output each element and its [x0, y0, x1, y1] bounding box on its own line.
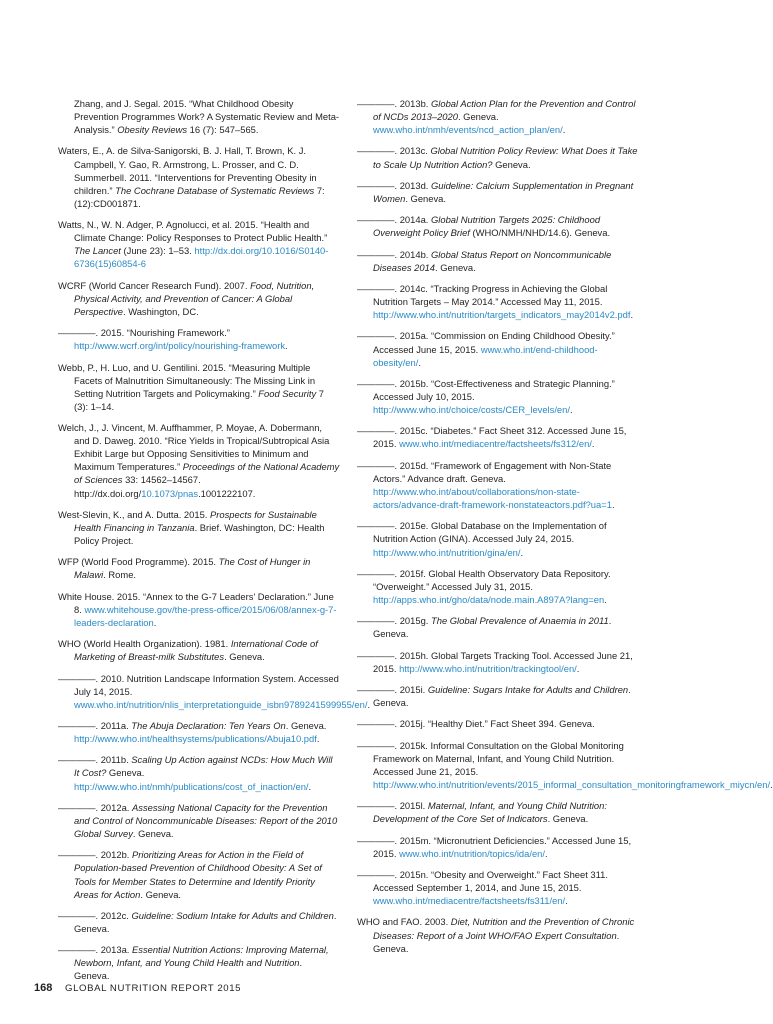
reference-link[interactable]: www.who.int/end-childhood-obesity/en/	[373, 343, 598, 368]
reference-column-right	[357, 97, 773, 963]
reference-text: .	[591, 438, 595, 450]
reference-text: ————. 2015c. “Diabetes.” Fact Sheet 312. Accessed June 15, 2015.	[357, 425, 627, 450]
reference-entry	[357, 282, 639, 321]
reference-text: .	[545, 847, 548, 859]
page-footer	[34, 982, 241, 994]
reference-entry	[58, 97, 340, 136]
reference-text: ————. 2015h. Global Targets Tracking Tool. Accessed June 21, 2015.	[357, 649, 633, 674]
reference-text: WHO and FAO. 2003.	[357, 916, 451, 928]
reference-link[interactable]: 10.1073/pnas	[141, 487, 199, 499]
reference-link[interactable]: http://www.who.int/nmh/publications/cost_of_inaction/en/	[74, 780, 309, 792]
reference-title: The Abuja Declaration: Ten Years On	[131, 720, 286, 731]
reference-text: . Geneva.	[435, 261, 476, 273]
reference-link[interactable]: www.who.int/nutrition/nlis_interpretationguide_isbn9789241599955/en/	[74, 698, 368, 710]
reference-text: ————. 2015e. Global Database on the Implementation of Nutrition Action (GINA). Accessed July 24, 2015.	[357, 520, 607, 545]
reference-entry	[357, 424, 639, 450]
reference-text: .	[285, 340, 288, 352]
reference-title: Guideline: Calcium Supplementation in Pregnant Women	[373, 179, 634, 204]
reference-entry	[357, 213, 639, 239]
reference-text: Welch, J., J. Vincent, M. Auffhammer, P. Moyae, A. Dobermann, and D. Daweg. 2010. “Rice Yields in Tropical/Subtropical Asia Exhibit Large but Opposing Sensitivities to Minimum and Maximum Temperatures.”	[58, 422, 330, 473]
reference-text: Geneva.	[106, 767, 145, 779]
reference-title: Global Status Report on Noncommunicable Diseases 2014	[373, 248, 612, 273]
reference-text: .	[316, 733, 320, 745]
reference-text: Watts, N., W. N. Adger, P. Agnolucci, et al. 2015. “Health and Climate Change: Policy Responses to Protect Public Health.”	[58, 219, 328, 244]
reference-text: . Geneva.	[373, 615, 612, 640]
reference-text: ————. 2011b.	[58, 754, 132, 766]
reference-entry	[357, 97, 639, 136]
reference-text: .	[604, 593, 607, 605]
reference-entry	[357, 377, 639, 416]
reference-title: Global Action Plan for the Prevention and Control of NCDs 2013–2020	[373, 98, 636, 123]
reference-title: Proceedings of the National Academy of Sciences	[74, 461, 340, 486]
reference-text: . Geneva.	[224, 651, 265, 663]
reference-entry	[357, 739, 773, 791]
reference-entry	[357, 329, 639, 368]
reference-title: Global Nutrition Policy Review: What Does it Take to Scale Up Nutrition Action?	[373, 145, 638, 170]
reference-text: .	[562, 124, 566, 136]
reference-text: WCRF (World Cancer Research Fund). 2007.	[58, 279, 251, 291]
report-title: GLOBAL NUTRITION REPORT 2015	[65, 983, 242, 994]
reference-title: Food, Nutrition, Physical Activity, and Prevention of Cancer: A Global Perspective	[74, 279, 315, 317]
reference-text: Zhang, and J. Segal. 2015. “What Childhood Obesity Prevention Programmes Work? A Systematic Review and Meta-Analysis.”	[74, 98, 340, 136]
reference-text: . Geneva.	[132, 828, 174, 840]
reference-text: ————. 2015j. “Healthy Diet.” Fact Sheet 394. Geneva.	[357, 718, 595, 730]
reference-text: ————. 2015g.	[357, 615, 431, 627]
reference-title: Guideline: Sodium Intake for Adults and Children	[131, 909, 334, 921]
reference-link[interactable]: http://www.wcrf.org/int/policy/nourishing-framework	[74, 340, 286, 352]
reference-entry	[58, 326, 340, 352]
reference-text: . Geneva.	[285, 720, 327, 731]
reference-entry	[357, 717, 639, 730]
reference-text: . Geneva.	[140, 888, 182, 900]
reference-title: Assessing National Capacity for the Prevention and Control of Noncommunicable Diseases: Report of the 2010 Global Survey	[74, 801, 338, 840]
reference-text: (June 23): 1–53.	[120, 245, 195, 257]
reference-entry	[58, 909, 340, 935]
reference-text: ————. 2014a.	[357, 214, 431, 226]
reference-title: Diet, Nutrition and the Prevention of Chronic Diseases: Report of a Joint WHO/FAO Expert Consultation	[373, 916, 635, 941]
reference-title: Scaling Up Action against NCDs: How Much Will It Cost?	[74, 754, 333, 779]
reference-title: Global Nutrition Targets 2025: Childhood Overweight Policy Brief	[373, 214, 601, 239]
reference-entry	[58, 279, 340, 318]
reference-title: Prospects for Sustainable Health Financing in Tanzania	[74, 508, 317, 533]
reference-link[interactable]: http://www.who.int/nutrition/gina/en/	[373, 546, 521, 558]
reference-entry	[357, 834, 639, 860]
reference-entry	[58, 848, 340, 900]
reference-text: .	[569, 404, 573, 416]
reference-text: . Geneva.	[457, 111, 499, 123]
reference-text: ————. 2015i.	[357, 684, 428, 695]
reference-text: ————. 2011a.	[58, 720, 132, 731]
reference-entry	[357, 519, 639, 558]
reference-text: 33: 14562–14567. http://dx.doi.org/	[74, 474, 201, 499]
reference-entry	[58, 508, 340, 547]
reference-text: .	[520, 546, 524, 558]
reference-column-left	[58, 97, 371, 991]
reference-text: ————. 2015f. Global Health Observatory Data Repository. “Overweight.” Accessed July 31, 2015.	[357, 567, 611, 592]
reference-text: .	[565, 895, 568, 907]
reference-text: ————. 2013d.	[357, 179, 431, 191]
reference-text: ————. 2012b.	[58, 849, 132, 861]
reference-text: WFP (World Food Programme). 2015.	[58, 556, 219, 568]
reference-title: International Code of Marketing of Breast-milk Substitutes	[74, 638, 318, 663]
reference-entry	[357, 614, 639, 640]
reference-entry	[58, 753, 340, 792]
reference-link[interactable]: http://www.who.int/choice/costs/CER_levels/en/	[373, 404, 570, 416]
reference-title: Guideline: Sugars Intake for Adults and Children	[427, 684, 629, 695]
reference-entry	[58, 590, 340, 629]
reference-text: ————. 2015k. Informal Consultation on the Global Monitoring Framework on Maternal, Infant, and Young Child Nutrition. Accessed June 21, 2015.	[357, 739, 624, 777]
reference-link[interactable]: www.whitehouse.gov/the-press-office/2015/06/08/annex-g-7-leaders-declaration	[74, 603, 337, 628]
reference-text: 7 (3): 1–14.	[74, 387, 324, 412]
reference-title: The Cochrane Database of Systematic Reviews	[115, 184, 315, 196]
reference-text: ————. 2013b.	[357, 98, 431, 109]
reference-text: ————. 2010. Nutrition Landscape Information System. Accessed July 14, 2015.	[58, 672, 339, 697]
reference-entry	[357, 868, 639, 907]
reference-entry	[357, 567, 639, 606]
reference-text: ————. 2013c.	[357, 145, 431, 157]
reference-text: ————. 2015a. “Commission on Ending Childhood Obesity.” Accessed June 15, 2015.	[357, 330, 615, 355]
reference-text: . Washington, DC.	[122, 305, 199, 317]
reference-entry	[357, 144, 639, 170]
reference-text: (WHO/NMH/NHD/14.6). Geneva.	[469, 227, 611, 239]
reference-text: . Geneva.	[547, 813, 589, 825]
reference-text: . Geneva.	[405, 192, 446, 204]
reference-text: ————. 2014b.	[357, 248, 431, 260]
reference-link[interactable]: www.who.int/mediacentre/factsheets/fs312/en/	[399, 438, 592, 450]
reference-text: ————. 2014c. “Tracking Progress in Achieving the Global Nutrition Targets – May 2014.” Accessed May 11, 2015.	[357, 282, 608, 308]
reference-text: . Rome.	[103, 569, 137, 581]
reference-text: .1001222107.	[198, 487, 256, 499]
reference-entry	[58, 719, 340, 745]
reference-entry	[58, 144, 340, 209]
reference-text: .	[367, 698, 371, 710]
reference-text: .	[770, 778, 773, 790]
reference-entry	[58, 943, 340, 982]
reference-entry	[357, 248, 639, 274]
reference-entry	[357, 459, 639, 511]
reference-text: . Geneva.	[373, 929, 620, 954]
reference-link[interactable]: www.who.int/mediacentre/factsheets/fs311/en/	[373, 895, 566, 907]
reference-text: .	[153, 616, 157, 628]
reference-text: ————. 2015l.	[357, 800, 428, 812]
reference-entry	[58, 801, 340, 840]
reference-title: The Global Prevalence of Anaemia in 2011	[431, 615, 609, 627]
reference-link[interactable]: http://www.who.int/about/collaborations/non-state-actors/advance-draft-framework-nonstateactors.pdf?ua=1	[373, 485, 612, 511]
reference-text: ————. 2012a.	[58, 801, 132, 813]
reference-text: .	[418, 356, 421, 368]
reference-text: 16 (7): 547–565.	[187, 124, 259, 136]
reference-entry	[357, 915, 639, 954]
reference-text: Webb, P., H. Luo, and U. Gentilini. 2015. “Measuring Multiple Facets of Malnutrition Simultaneously: The Missing Link in Setting Nutrition Targets and Policymaking.”	[58, 361, 316, 399]
reference-title: The Cost of Hunger in Malawi	[74, 556, 311, 581]
reference-text: West-Slevin, K., and A. Dutta. 2015.	[58, 508, 210, 520]
reference-title: The Lancet	[74, 245, 121, 257]
reference-entry	[58, 637, 340, 663]
reference-text: .	[611, 499, 615, 511]
reference-text: . Geneva.	[74, 909, 337, 934]
reference-text: ————. 2015b. “Cost-Effectiveness and Strategic Planning.” Accessed July 10, 2015.	[357, 377, 615, 402]
reference-entry	[357, 179, 639, 205]
reference-entry	[357, 683, 639, 709]
reference-title: Prioritizing Areas for Action in the Field of Population-based Prevention of Childhood Obesity: A Set of Tools for Member States to Determine and Identify Priority Areas for Action	[74, 849, 322, 900]
reference-entry	[357, 799, 639, 825]
reference-entry	[357, 649, 639, 675]
reference-text: ————. 2015n. “Obesity and Overweight.” Fact Sheet 311. Accessed September 1, 2014, and June 15, 2015.	[357, 868, 608, 894]
reference-link[interactable]: http://www.who.int/nutrition/trackingtool/en/	[399, 662, 577, 674]
reference-entry	[58, 218, 340, 270]
reference-link[interactable]: www.who.int/nmh/events/ncd_action_plan/en/	[373, 124, 563, 136]
reference-text: ————. 2015. “Nourishing Framework.”	[58, 327, 230, 339]
reference-entry	[58, 421, 340, 500]
reference-text: ————. 2013a.	[58, 944, 132, 956]
page-number: 168	[34, 982, 53, 994]
reference-link[interactable]: http://www.who.int/nutrition/targets_indicators_may2014v2.pdf	[373, 309, 631, 321]
reference-text: .	[576, 662, 580, 674]
reference-text: . Brief. Washington, DC: Health Policy Project.	[74, 521, 325, 547]
reference-text: Geneva.	[492, 158, 531, 170]
reference-text: 7: (12):CD001871.	[74, 184, 325, 209]
reference-text: WHO (World Health Organization). 1981.	[58, 638, 231, 650]
reference-text: . Geneva.	[373, 684, 631, 709]
reference-text: ————. 2015m. “Micronutrient Deficiencies.” Accessed June 15, 2015.	[357, 834, 632, 859]
reference-title: Maternal, Infant, and Young Child Nutrition: Development of the Core Set of Indicators	[373, 800, 607, 825]
reference-text: Waters, E., A. de Silva-Sanigorski, B. J. Hall, T. Brown, K. J. Campbell, Y. Gao, R. Armstrong, L. Prosser, and C. D. Summerbell. 2011. “Interventions for Preventing Obesity in children.”	[58, 145, 317, 196]
reference-entry	[58, 672, 371, 711]
reference-title: Obesity Reviews	[117, 124, 188, 136]
reference-link[interactable]: http://www.who.int/nutrition/events/2015_informal_consultation_monitoringframework_miycn/en/	[373, 778, 771, 790]
reference-entry	[58, 555, 340, 581]
reference-link[interactable]: www.who.int/nutrition/topics/ida/en/	[399, 847, 545, 859]
reference-link[interactable]: http://www.who.int/healthsystems/publications/Abuja10.pdf	[74, 733, 317, 745]
reference-link[interactable]: http://apps.who.int/gho/data/node.main.A897A?lang=en	[373, 593, 605, 605]
reference-text: White House. 2015. “Annex to the G-7 Leaders’ Declaration.” June 8.	[58, 590, 334, 615]
reference-text: ————. 2012c.	[58, 909, 132, 921]
reference-link[interactable]: http://dx.doi.org/10.1016/S0140-6736(15)60854-6	[74, 245, 329, 270]
reference-text: .	[308, 780, 312, 792]
reference-text: ————. 2015d. “Framework of Engagement with Non-State Actors.” Advance draft. Geneva.	[357, 459, 612, 484]
reference-entry	[58, 361, 340, 413]
reference-text: .	[630, 309, 634, 321]
reference-text: . Geneva.	[74, 957, 303, 982]
reference-title: Food Security	[258, 387, 317, 399]
reference-title: Essential Nutrition Actions: Improving Maternal, Newborn, Infant, and Young Child Health and Nutrition	[74, 944, 329, 969]
